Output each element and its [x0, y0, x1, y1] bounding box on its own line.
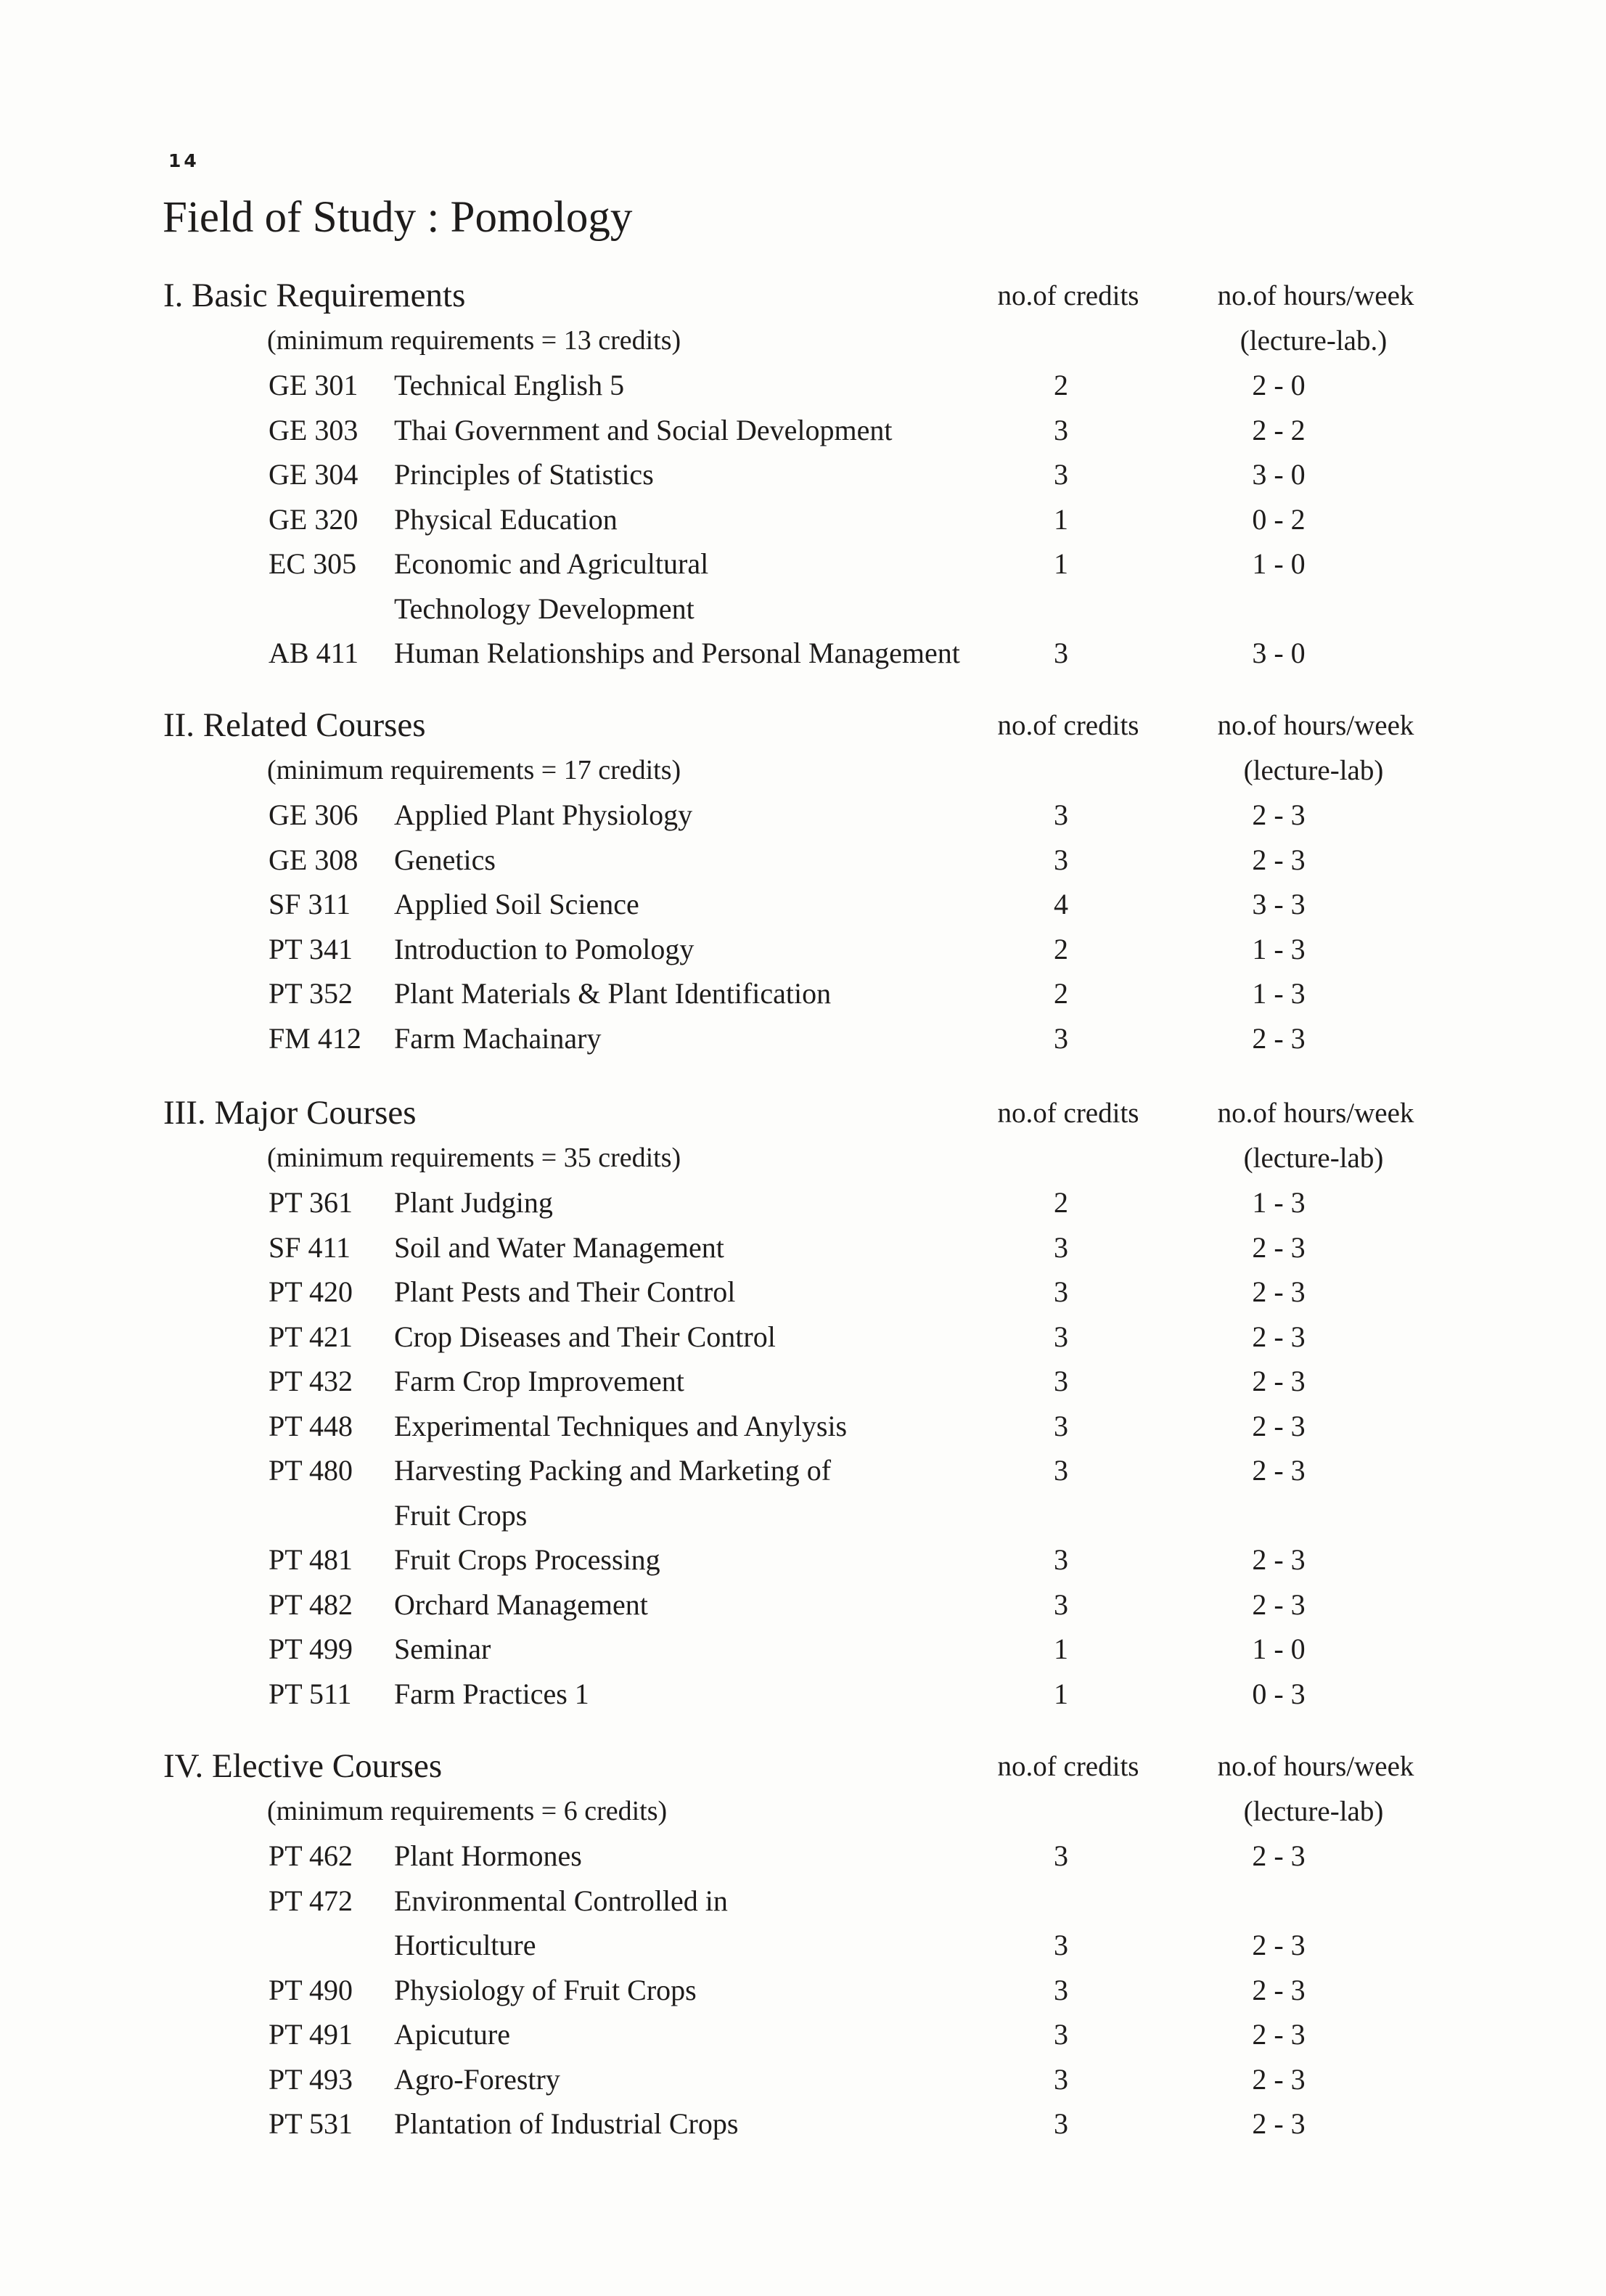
section-title: II. Related Courses: [163, 706, 426, 744]
lecture-lab-subheader: (lecture-lab): [1243, 1795, 1384, 1827]
course-code: SF 411: [269, 1230, 351, 1264]
course-title-line: Soil and Water Management: [394, 1230, 724, 1264]
course-hours: 2 - 3: [1252, 1409, 1306, 1442]
course-title-line: Experimental Techniques and Anylysis: [394, 1409, 848, 1442]
course-row: [0, 542, 1606, 631]
course-code: PT 531: [269, 2107, 353, 2140]
course-title-line: Plant Materials & Plant Identification: [394, 977, 832, 1010]
course-hours: 1 - 0: [1252, 547, 1306, 580]
course-title: [394, 838, 496, 883]
course-credits: 3: [1054, 1320, 1068, 1353]
course-credits: 2: [1054, 1186, 1068, 1219]
course-row: [0, 927, 1606, 972]
course-title-line: Human Relationships and Personal Management: [394, 637, 960, 669]
minimum-requirements: (minimum requirements = 17 credits): [267, 754, 681, 785]
course-title-line: Plantation of Industrial Crops: [394, 2107, 739, 2140]
course-credits: 3: [1054, 1409, 1068, 1442]
lecture-lab-subheader: (lecture-lab.): [1240, 324, 1388, 356]
course-code: SF 311: [269, 888, 351, 920]
section-title: III. Major Courses: [163, 1094, 417, 1132]
course-title-line: Applied Plant Physiology: [394, 798, 693, 831]
course-title-line: Technical English 5: [394, 369, 625, 401]
credits-column-header: no.of credits: [997, 280, 1139, 311]
section-subheader: [0, 319, 1606, 364]
course-title-line: Seminar: [394, 1633, 491, 1665]
course-credits: 3: [1054, 1365, 1068, 1397]
course-hours: 1 - 3: [1252, 1186, 1306, 1219]
section-header: [0, 274, 1606, 319]
course-hours: 0 - 3: [1252, 1677, 1306, 1710]
course-credits: 3: [1054, 413, 1068, 446]
course-row: [0, 631, 1606, 676]
course-row: [0, 1180, 1606, 1225]
course-code: PT 361: [269, 1186, 353, 1219]
course-row: [0, 1016, 1606, 1061]
course-credits: 3: [1054, 1230, 1068, 1264]
course-title: [394, 452, 654, 497]
course-hours: 2 - 3: [1252, 1275, 1306, 1308]
course-credits: 3: [1054, 2062, 1068, 2096]
hours-column-header: no.of hours/week: [1217, 1751, 1414, 1782]
course-row: [0, 408, 1606, 453]
course-code: GE 320: [269, 502, 359, 536]
course-code: PT 493: [269, 2062, 353, 2096]
course-code: GE 303: [269, 413, 359, 446]
course-title: [394, 1879, 728, 1968]
section-related-courses: [0, 703, 1606, 1061]
course-credits: 3: [1054, 2107, 1068, 2140]
course-hours: 2 - 3: [1252, 2062, 1306, 2096]
course-row: [0, 1315, 1606, 1360]
section-subheader: [0, 1789, 1606, 1834]
course-title: [394, 631, 960, 676]
course-code: PT 462: [269, 1839, 353, 1872]
course-title: [394, 1225, 724, 1270]
page-number: 14: [168, 150, 200, 171]
course-credits: 3: [1054, 843, 1068, 876]
course-hours: 2 - 3: [1252, 1588, 1306, 1621]
course-hours: 3 - 3: [1252, 888, 1306, 920]
credits-column-header: no.of credits: [997, 1098, 1139, 1129]
course-title: [394, 1834, 582, 1879]
course-title-line: Fruit Crops Processing: [394, 1543, 660, 1576]
course-row: [0, 2101, 1606, 2146]
course-hours: 2 - 3: [1252, 2107, 1306, 2140]
section-major-courses: [0, 1091, 1606, 1716]
course-row: [0, 1270, 1606, 1315]
course-code: PT 448: [269, 1409, 353, 1442]
course-credits: 2: [1054, 369, 1068, 401]
course-code: PT 472: [269, 1884, 353, 1917]
course-code: GE 308: [269, 843, 359, 876]
course-hours: 1 - 3: [1252, 977, 1306, 1010]
section-elective-courses: [0, 1744, 1606, 2146]
course-hours: 2 - 3: [1252, 2018, 1306, 2051]
minimum-requirements: (minimum requirements = 6 credits): [267, 1795, 668, 1826]
course-hours: 1 - 0: [1252, 1633, 1306, 1665]
course-title-line: Principles of Statistics: [394, 458, 654, 491]
course-hours: 2 - 0: [1252, 369, 1306, 401]
course-title-line: Plant Pests and Their Control: [394, 1275, 736, 1308]
course-row: [0, 497, 1606, 542]
course-title-line: Applied Soil Science: [394, 888, 639, 920]
course-credits: 3: [1054, 1021, 1068, 1055]
course-hours: 0 - 2: [1252, 502, 1306, 536]
course-code: PT 499: [269, 1633, 353, 1665]
course-title-line: Thai Government and Social Development: [394, 413, 893, 446]
section-basic-requirements: [0, 274, 1606, 676]
course-row: [0, 1834, 1606, 1879]
course-code: PT 490: [269, 1973, 353, 2006]
course-credits: 3: [1054, 1454, 1068, 1487]
hours-column-header: no.of hours/week: [1217, 280, 1414, 311]
course-credits: 3: [1054, 1543, 1068, 1576]
course-row: [0, 363, 1606, 408]
course-row: [0, 1404, 1606, 1449]
course-code: PT 491: [269, 2018, 353, 2051]
course-credits: 3: [1054, 1973, 1068, 2006]
course-title-line: Fruit Crops: [394, 1498, 528, 1532]
course-title-line: Plant Hormones: [394, 1839, 582, 1872]
minimum-requirements: (minimum requirements = 13 credits): [267, 324, 681, 356]
course-title: [394, 1672, 589, 1717]
course-title-line: Farm Crop Improvement: [394, 1365, 684, 1397]
course-title: [394, 1968, 697, 2013]
course-title: [394, 1537, 660, 1582]
course-title: [394, 542, 708, 631]
course-row: [0, 1225, 1606, 1270]
course-title: [394, 1448, 831, 1537]
course-title-line: Environmental Controlled in: [394, 1884, 728, 1917]
hours-column-header: no.of hours/week: [1217, 710, 1414, 741]
course-credits: 2: [1054, 977, 1068, 1010]
course-credits: 2: [1054, 932, 1068, 965]
course-credits: 3: [1054, 798, 1068, 831]
course-credits: 3: [1054, 637, 1068, 669]
course-row: [0, 882, 1606, 927]
course-credits: 1: [1054, 502, 1068, 536]
course-credits: 3: [1054, 1275, 1068, 1308]
course-credits: 1: [1054, 1677, 1068, 1710]
course-code: PT 432: [269, 1365, 353, 1397]
course-title: [394, 408, 892, 453]
course-row: [0, 1968, 1606, 2013]
course-title-line: Farm Machainary: [394, 1021, 602, 1055]
course-hours: 2 - 3: [1252, 1973, 1306, 2006]
section-header: [0, 1744, 1606, 1789]
course-row: [0, 1627, 1606, 1672]
course-code: AB 411: [269, 637, 359, 669]
course-title-line: Apicuture: [394, 2018, 510, 2051]
section-subheader: [0, 1136, 1606, 1181]
section-title: I. Basic Requirements: [163, 277, 466, 314]
course-title-line: Farm Practices 1: [394, 1677, 589, 1710]
course-title: [394, 1270, 735, 1315]
course-hours: 2 - 3: [1252, 1365, 1306, 1397]
course-title: [394, 1180, 553, 1225]
course-row: [0, 971, 1606, 1016]
course-title: [394, 1627, 491, 1672]
course-title: [394, 1404, 847, 1449]
course-hours: 2 - 3: [1252, 1839, 1306, 1872]
course-hours: 2 - 2: [1252, 413, 1306, 446]
section-subheader: [0, 748, 1606, 793]
course-row: [0, 2012, 1606, 2057]
course-row: [0, 838, 1606, 883]
course-code: PT 480: [269, 1454, 353, 1487]
course-code: PT 341: [269, 932, 353, 965]
course-title: [394, 1016, 601, 1061]
course-hours: 2 - 3: [1252, 1021, 1306, 1055]
course-hours: 2 - 3: [1252, 1320, 1306, 1353]
course-hours: 3 - 0: [1252, 458, 1306, 491]
page-title: Field of Study : Pomology: [163, 193, 633, 242]
course-hours: 2 - 3: [1252, 798, 1306, 831]
course-hours: 2 - 3: [1252, 1230, 1306, 1264]
course-row: [0, 1448, 1606, 1537]
course-row: [0, 1879, 1606, 1968]
course-title: [394, 793, 692, 838]
course-code: FM 412: [269, 1021, 361, 1055]
lecture-lab-subheader: (lecture-lab): [1243, 1142, 1384, 1174]
course-code: EC 305: [269, 547, 357, 580]
course-credits: 3: [1054, 458, 1068, 491]
course-row: [0, 1537, 1606, 1582]
course-code: GE 304: [269, 458, 359, 491]
course-code: GE 306: [269, 798, 359, 831]
course-title: [394, 971, 831, 1016]
lecture-lab-subheader: (lecture-lab): [1243, 754, 1384, 786]
course-title: [394, 2057, 560, 2102]
course-title-line: Genetics: [394, 843, 496, 876]
section-header: [0, 1091, 1606, 1136]
course-credits: 3: [1054, 2018, 1068, 2051]
course-code: PT 420: [269, 1275, 353, 1308]
course-title-line: Physiology of Fruit Crops: [394, 1973, 697, 2006]
course-title: [394, 1315, 776, 1360]
course-credits: 4: [1054, 888, 1068, 920]
course-title-line: Orchard Management: [394, 1588, 648, 1621]
course-title-line: Horticulture: [394, 1929, 536, 1961]
course-hours: 2 - 3: [1252, 1929, 1306, 1961]
course-title-line: Agro-Forestry: [394, 2062, 560, 2096]
course-credits: 3: [1054, 1839, 1068, 1872]
hours-column-header: no.of hours/week: [1217, 1098, 1414, 1129]
course-row: [0, 793, 1606, 838]
course-title-line: Introduction to Pomology: [394, 932, 695, 965]
course-title: [394, 497, 618, 542]
course-row: [0, 1359, 1606, 1404]
course-row: [0, 1672, 1606, 1717]
course-hours: 2 - 3: [1252, 1454, 1306, 1487]
course-code: PT 421: [269, 1320, 353, 1353]
course-credits: 1: [1054, 547, 1068, 580]
section-header: [0, 703, 1606, 748]
course-title-line: Plant Judging: [394, 1186, 553, 1219]
course-title: [394, 2012, 510, 2057]
course-title-line: Physical Education: [394, 502, 618, 536]
course-title: [394, 363, 624, 408]
credits-column-header: no.of credits: [997, 1751, 1139, 1782]
credits-column-header: no.of credits: [997, 710, 1139, 741]
course-code: PT 482: [269, 1588, 353, 1621]
course-title-line: Crop Diseases and Their Control: [394, 1320, 776, 1353]
course-hours: 2 - 3: [1252, 1543, 1306, 1576]
section-title: IV. Elective Courses: [163, 1747, 443, 1785]
course-title-line: Harvesting Packing and Marketing of: [394, 1454, 832, 1487]
course-row: [0, 2057, 1606, 2102]
course-credits: 3: [1054, 1929, 1068, 1961]
course-row: [0, 452, 1606, 497]
course-title: [394, 927, 694, 972]
course-title-line: Economic and Agricultural: [394, 547, 709, 580]
course-title: [394, 882, 639, 927]
course-code: GE 301: [269, 369, 359, 401]
course-hours: 3 - 0: [1252, 637, 1306, 669]
course-title: [394, 2101, 738, 2146]
course-code: PT 352: [269, 977, 353, 1010]
course-row: [0, 1582, 1606, 1627]
course-credits: 1: [1054, 1633, 1068, 1665]
course-code: PT 481: [269, 1543, 353, 1576]
course-title: [394, 1359, 684, 1404]
course-title: [394, 1582, 648, 1627]
course-title-line: Technology Development: [394, 592, 695, 625]
course-code: PT 511: [269, 1677, 352, 1710]
course-hours: 1 - 3: [1252, 932, 1306, 965]
course-hours: 2 - 3: [1252, 843, 1306, 876]
minimum-requirements: (minimum requirements = 35 credits): [267, 1142, 681, 1173]
course-credits: 3: [1054, 1588, 1068, 1621]
